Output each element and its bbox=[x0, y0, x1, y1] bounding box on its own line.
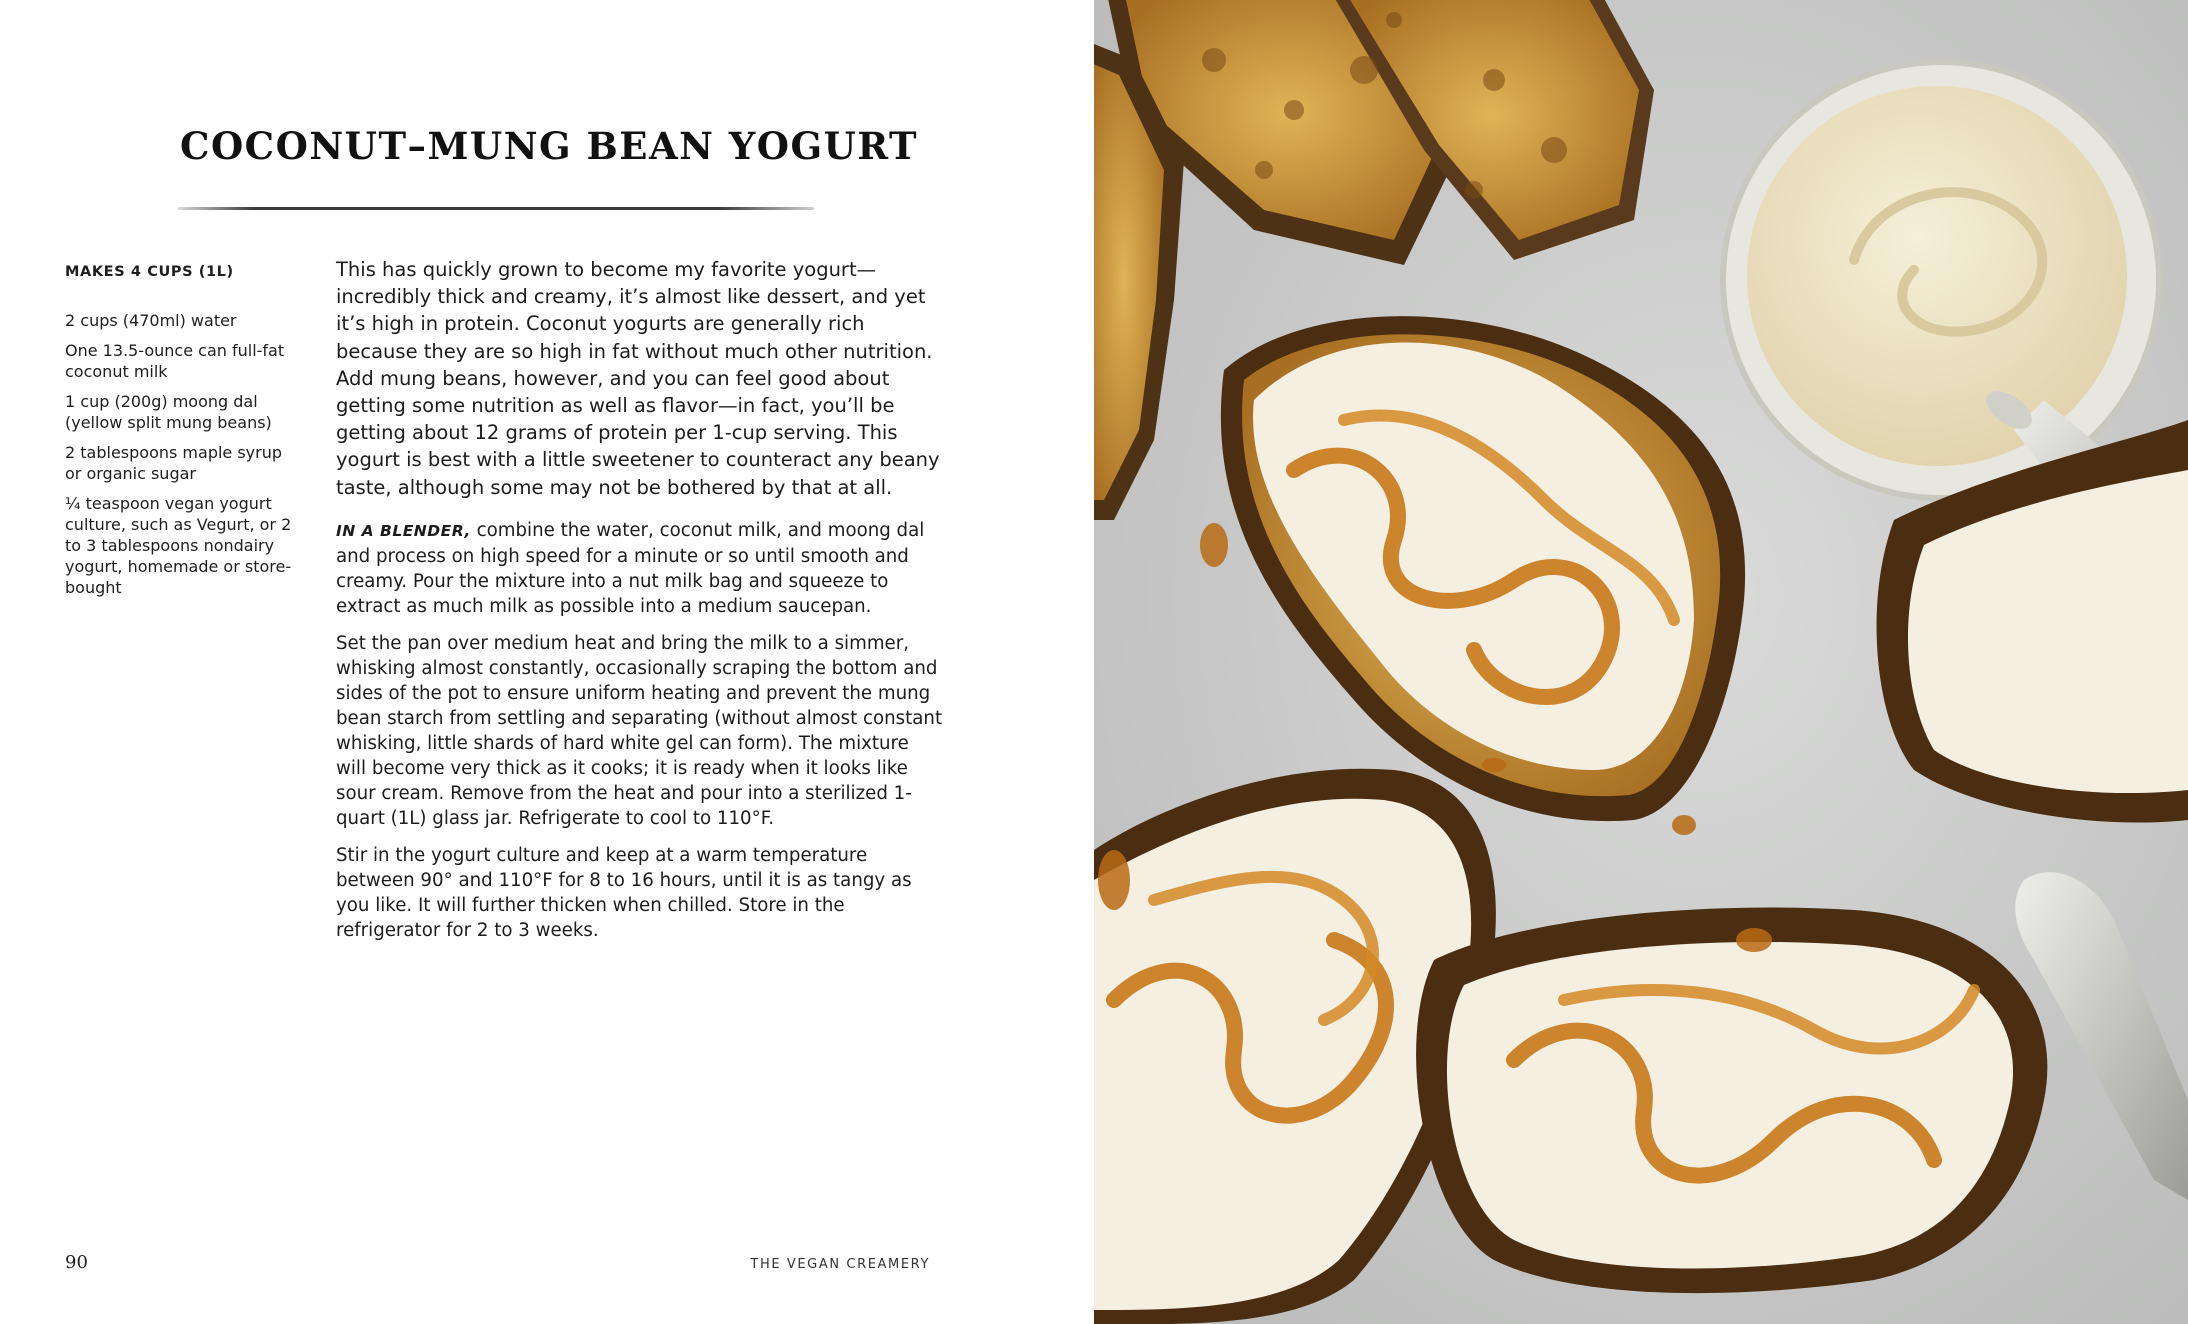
food-photo bbox=[1094, 0, 2188, 1324]
step-lead-in: IN A BLENDER, bbox=[336, 521, 471, 540]
recipe-headnote: This has quickly grown to become my favorite yogurt—incredibly thick and creamy, it’s almost like dessert, and yet it’s high in protein. Coconut yogurts are generally rich because they are so high in fat without much other nutrition. Add mung beans, however, and you can feel good about getting some nutrition as well as flavor—in fact, you’ll be getting about 12 grams of protein per 1-cup serving. This yogurt is best with a little sweetener to counteract any beany taste, although some may not be bothered by that at all. bbox=[336, 258, 940, 499]
ingredient-item: One 13.5-ounce can full-fat coconut milk bbox=[65, 341, 285, 381]
ingredients-column bbox=[65, 262, 295, 607]
running-head: THE VEGAN CREAMERY bbox=[750, 1257, 930, 1272]
recipe-yield: MAKES 4 CUPS (1L) bbox=[65, 264, 234, 280]
toast-bottom-center bbox=[1416, 907, 2047, 1293]
ingredient-item: 2 tablespoons maple syrup or organic sugar bbox=[65, 443, 283, 483]
title-rule bbox=[178, 207, 814, 210]
method-step-3: Stir in the yogurt culture and keep at a warm temperature between 90° and 110°F for 8 to 16 hours, until it is as tangy as you like. It will further thicken when chilled. Store in the refrigerator for 2 to 3 weeks. bbox=[336, 844, 912, 941]
page-number: 90 bbox=[65, 1252, 88, 1273]
right-page-photo bbox=[1094, 0, 2188, 1324]
method-step-2: Set the pan over medium heat and bring the milk to a simmer, whisking almost constantly, occasionally scraping the bottom and sides of the pot to ensure uniform heating and prevent the mung bean starch from settling and separating (without almost constant whisking, little shards of hard white gel can form). The mixture will become very thick as it cooks; it is ready when it looks like sour cream. Remove from the heat and pour into a sterilized 1-quart (1L) glass jar. Refrigerate to cool to 110°F. bbox=[336, 632, 943, 829]
step-text: combine the water, coconut milk, and moong dal and process on high speed for a minute or so until smooth and creamy. Pour the mixture into a nut milk bag and squeeze to extract as much milk as possible into a medium saucepan. bbox=[336, 519, 925, 617]
recipe-title: COCONUT–MUNG BEAN YOGURT bbox=[180, 124, 919, 168]
method-step-1 bbox=[336, 518, 944, 619]
recipe-body bbox=[336, 256, 944, 955]
ingredient-item: ¼ teaspoon vegan yogurt culture, such as Vegurt, or 2 to 3 tablespoons nondairy yogurt, homemade or store-bought bbox=[65, 494, 292, 597]
ingredient-item: 1 cup (200g) moong dal (yellow split mung beans) bbox=[65, 392, 272, 432]
ingredient-item: 2 cups (470ml) water bbox=[65, 311, 237, 330]
